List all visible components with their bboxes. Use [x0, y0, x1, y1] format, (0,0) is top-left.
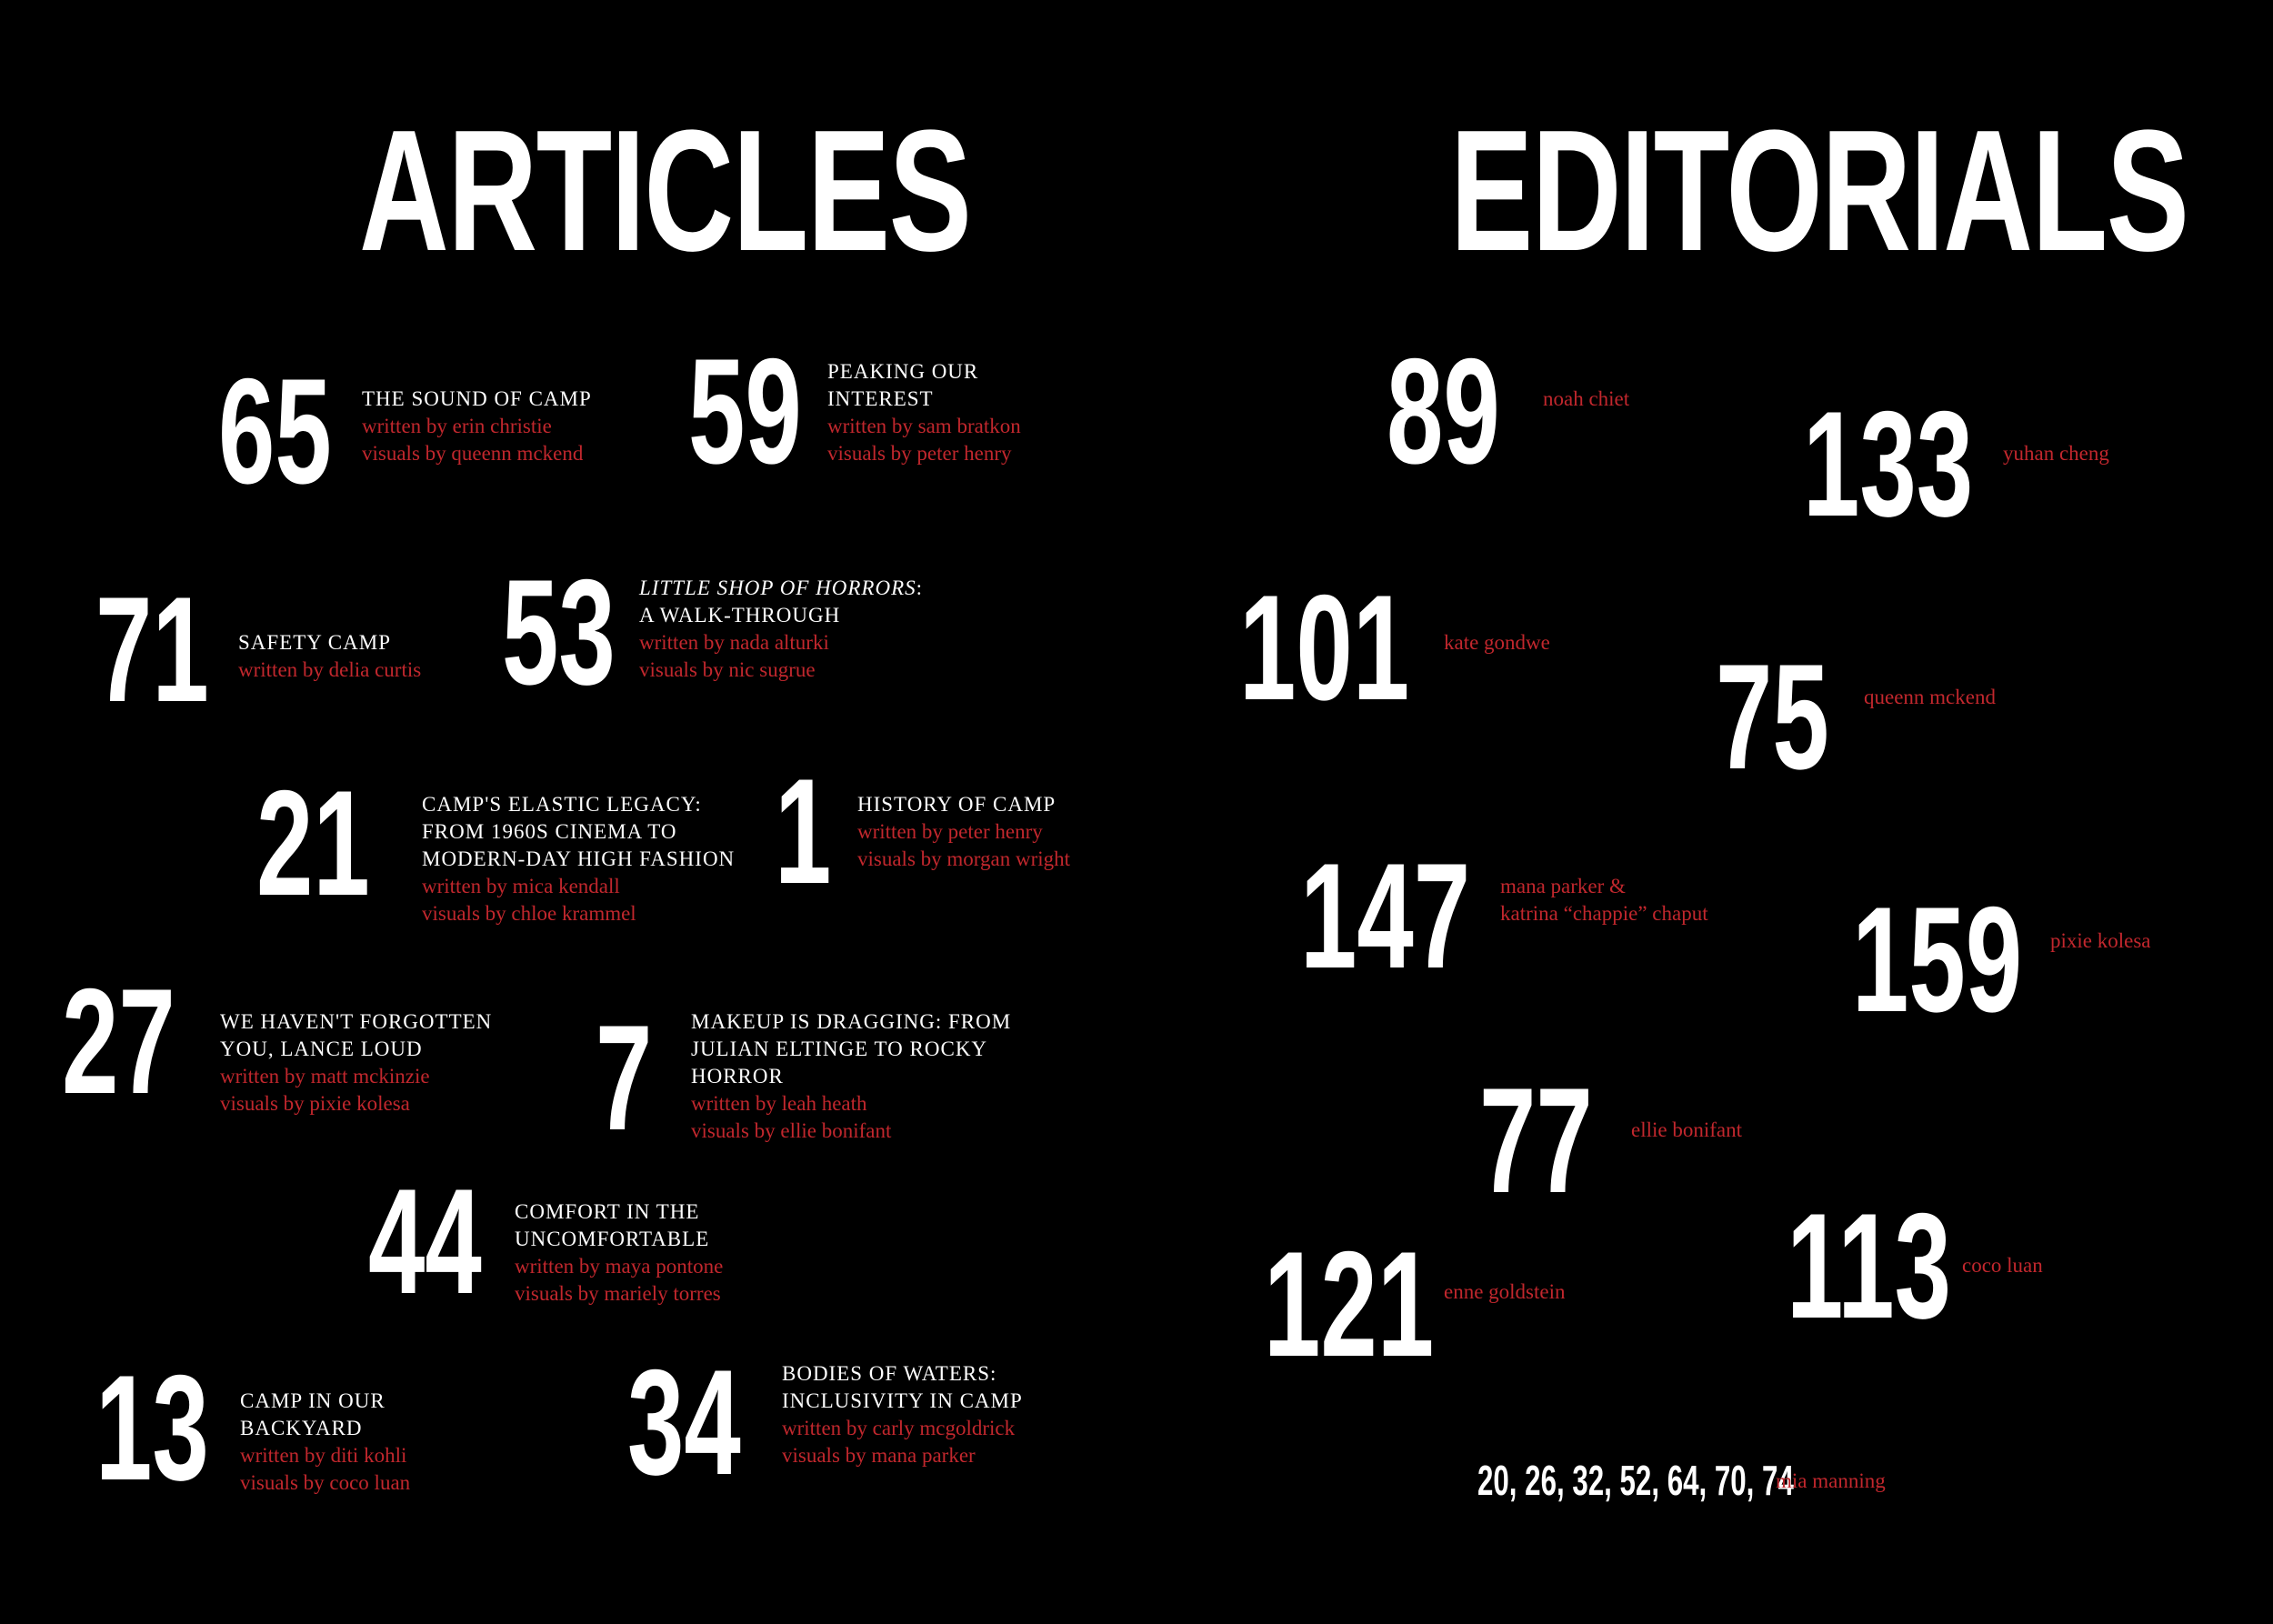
- article-page-number: 7: [596, 994, 653, 1161]
- article-title-line: BODIES OF WATERS:: [782, 1362, 997, 1385]
- editorial-contributor: yuhan cheng: [2003, 442, 2109, 465]
- editorial-page-number: 101: [1239, 564, 1410, 731]
- article-page-number: 59: [688, 327, 802, 495]
- article-writer: written by delia curtis: [238, 658, 422, 681]
- article-title: SAFETY CAMP: [238, 631, 391, 654]
- article-title-line: HORROR: [691, 1065, 784, 1088]
- editorial-contributor: ellie bonifant: [1631, 1118, 1742, 1141]
- article-title-line: JULIAN ELTINGE TO ROCKY: [691, 1038, 988, 1060]
- editorial-contributor: pixie kolesa: [2050, 929, 2151, 952]
- editorial-contributor: enne goldstein: [1444, 1280, 1566, 1303]
- article-title-colon: :: [916, 576, 924, 599]
- article-title-line: INTEREST: [827, 387, 934, 410]
- article-title-line: CAMP IN OUR: [240, 1389, 386, 1412]
- editorial-contributor-line: katrina “chappie” chaput: [1500, 902, 1708, 925]
- article-title: HISTORY OF CAMP: [857, 793, 1056, 816]
- editorial-page-list: 20, 26, 32, 52, 64, 70, 74: [1477, 1457, 1794, 1504]
- article-writer: written by nada alturki: [639, 631, 829, 654]
- article-title-line: WE HAVEN'T FORGOTTEN: [220, 1010, 493, 1033]
- article-title-line: INCLUSIVITY IN CAMP: [782, 1389, 1023, 1412]
- article-title-line: BACKYARD: [240, 1417, 363, 1439]
- editorial-contributor: coco luan: [1962, 1254, 2043, 1277]
- article-title-italic: LITTLE SHOP OF HORRORS: [639, 576, 916, 599]
- article-page-number: 71: [95, 566, 209, 733]
- article-visuals: visuals by ellie bonifant: [691, 1119, 892, 1142]
- article-page-number: 1: [775, 747, 832, 915]
- article-title-line: YOU, LANCE LOUD: [220, 1038, 423, 1060]
- article-writer: written by carly mcgoldrick: [782, 1417, 1016, 1439]
- article-title-line: FROM 1960S CINEMA TO: [422, 820, 677, 843]
- editorial-page-number: 133: [1803, 380, 1974, 547]
- article-title-line: MODERN-DAY HIGH FASHION: [422, 847, 736, 870]
- editorials-heading: EDITORIALS: [1450, 95, 2188, 287]
- article-page-number: 21: [256, 759, 370, 927]
- editorial-page-number: 147: [1300, 832, 1471, 999]
- article-page-number: 27: [62, 957, 175, 1125]
- article-title: THE SOUND OF CAMP: [362, 387, 592, 410]
- article-visuals: visuals by peter henry: [827, 442, 1012, 465]
- editorial-page-number: 113: [1787, 1182, 1952, 1349]
- article-title-line: A WALK-THROUGH: [639, 604, 841, 627]
- editorial-contributor: kate gondwe: [1444, 631, 1550, 654]
- article-writer: written by sam bratkon: [827, 415, 1021, 437]
- article-visuals: visuals by pixie kolesa: [220, 1092, 410, 1115]
- article-visuals: visuals by queenn mckend: [362, 442, 584, 465]
- article-title-line: CAMP'S ELASTIC LEGACY:: [422, 793, 702, 816]
- article-visuals: visuals by coco luan: [240, 1471, 411, 1494]
- editorial-contributor-line: mana parker &: [1500, 875, 1626, 897]
- article-writer: written by maya pontone: [515, 1255, 724, 1278]
- article-page-number: 53: [502, 548, 616, 716]
- article-visuals: visuals by mariely torres: [515, 1282, 721, 1305]
- article-page-number: 65: [218, 347, 332, 515]
- articles-heading: ARTICLES: [359, 95, 971, 287]
- article-writer: written by leah heath: [691, 1092, 867, 1115]
- article-visuals: visuals by nic sugrue: [639, 658, 816, 681]
- editorial-page-number: 77: [1479, 1057, 1593, 1224]
- article-visuals: visuals by chloe krammel: [422, 902, 636, 925]
- article-title-line: PEAKING OUR: [827, 360, 979, 383]
- article-visuals: visuals by mana parker: [782, 1444, 976, 1467]
- article-page-number: 34: [627, 1338, 741, 1506]
- article-page-number: 44: [368, 1158, 482, 1325]
- article-writer: written by matt mckinzie: [220, 1065, 430, 1088]
- article-title-line: COMFORT IN THE: [515, 1200, 700, 1223]
- article-visuals: visuals by morgan wright: [857, 847, 1071, 870]
- article-title-line: UNCOMFORTABLE: [515, 1228, 710, 1250]
- editorial-page-number: 121: [1264, 1220, 1435, 1388]
- editorial-page-number: 89: [1387, 327, 1500, 495]
- editorial-page-number: 159: [1852, 876, 2023, 1043]
- article-writer: written by peter henry: [857, 820, 1043, 843]
- article-title-line: MAKEUP IS DRAGGING: FROM: [691, 1010, 1012, 1033]
- editorial-contributor: mia manning: [1776, 1469, 1886, 1492]
- article-page-number: 13: [95, 1344, 209, 1511]
- article-writer: written by diti kohli: [240, 1444, 407, 1467]
- editorial-contributor: queenn mckend: [1864, 686, 1996, 708]
- editorial-contributor: noah chiet: [1543, 387, 1630, 410]
- article-writer: written by mica kendall: [422, 875, 620, 897]
- article-writer: written by erin christie: [362, 415, 552, 437]
- editorial-page-number: 75: [1716, 633, 1829, 800]
